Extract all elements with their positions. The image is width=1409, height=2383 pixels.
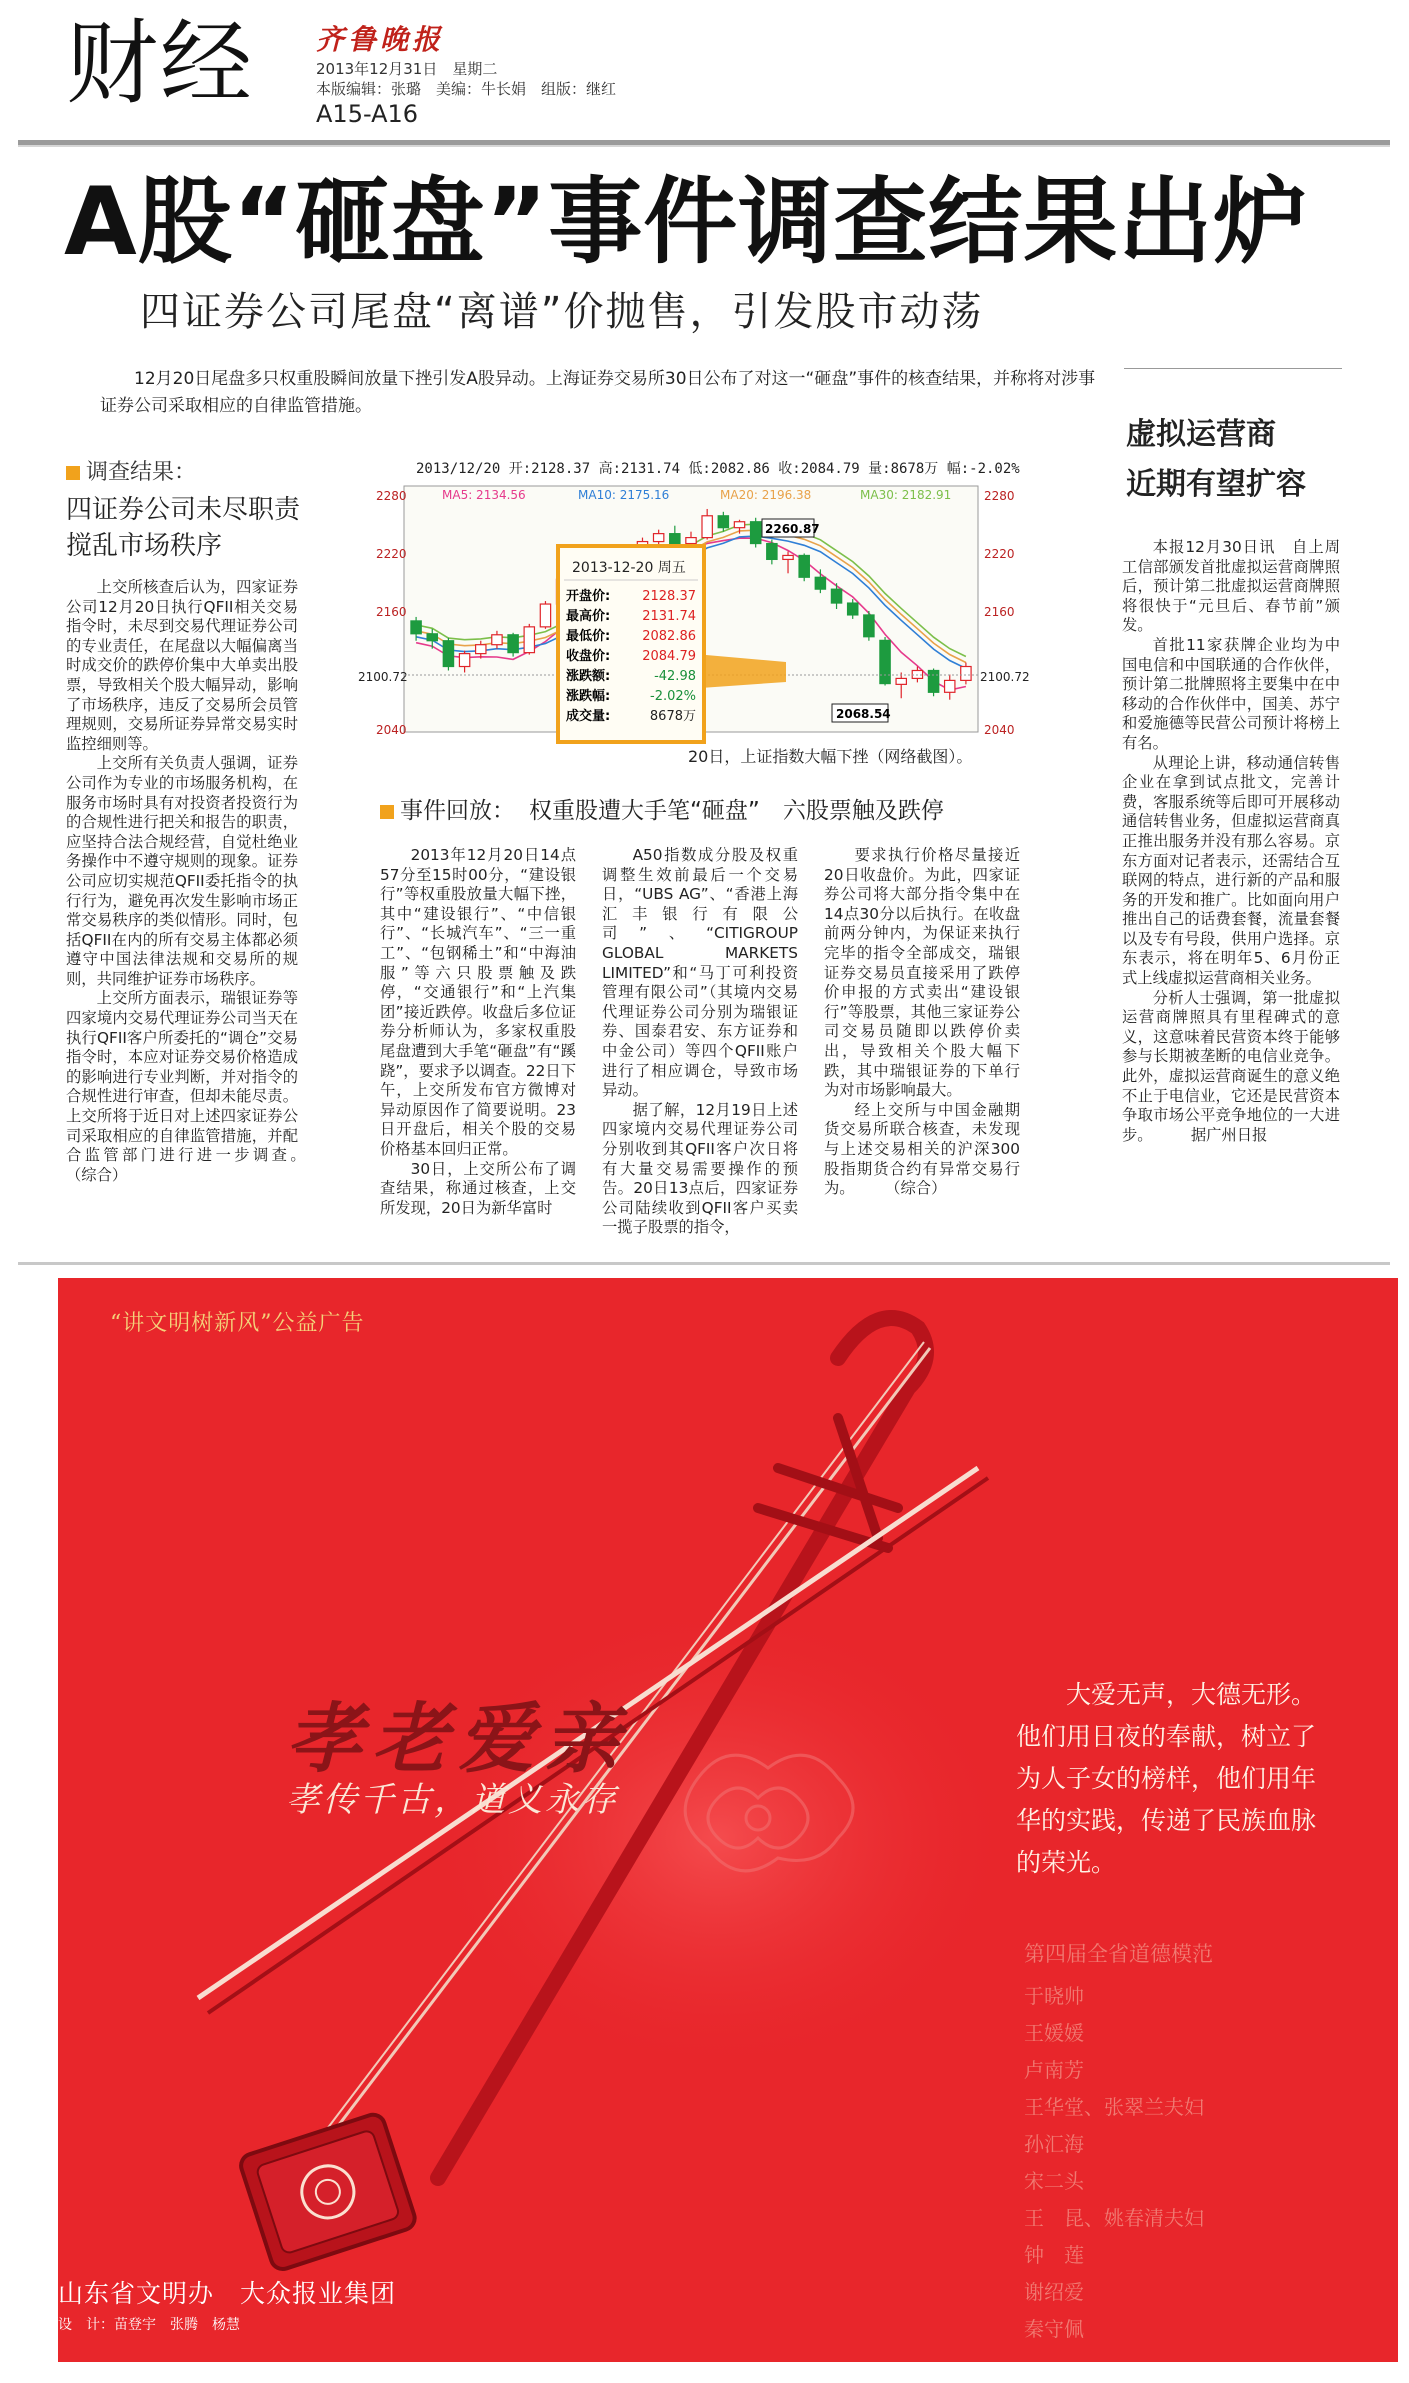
candle (928, 670, 938, 692)
high-marker (762, 519, 820, 537)
event-column-3 (824, 846, 1020, 1246)
tooltip-value: 2082.86 (642, 629, 696, 644)
ad-slogan: 孝老爱亲 (286, 1694, 630, 1783)
subheadline: 四证券公司尾盘“离谱”价抛售，引发股市动荡 (140, 289, 984, 335)
event-title: 权重股遭大手笔“砸盘” 六股票触及跌停 (529, 798, 944, 824)
staff-line: 本版编辑：张璐 美编：牛长娟 组版：继红 (316, 80, 617, 98)
candle (686, 538, 696, 544)
tooltip-label: 收盘价: (566, 649, 611, 664)
square-bullet-icon (380, 805, 394, 819)
honoree-name: 秦守佩 (1024, 2317, 1084, 2341)
ma-label: MA10: 2175.16 (578, 488, 670, 502)
ad-tag: “讲文明树新风”公益广告 (110, 1311, 365, 1336)
sidebar-divider (1124, 368, 1342, 369)
ad-designers: 设 计：苗登宇 张腾 杨慧 (58, 2317, 240, 2333)
y-tick-label: 2220 (376, 547, 407, 561)
header-divider (18, 140, 1390, 147)
ad-quote: 大爱无声，大德无形。他们用日夜的奉献，树立了为人子女的榜样，他们用年华的实践，传递了民族血脉的荣光。 (1016, 1680, 1317, 1877)
tooltip-label: 最低价: (566, 629, 611, 644)
tooltip-date: 2013-12-20 周五 (572, 560, 686, 576)
candle (459, 654, 469, 667)
honoree-name: 卢南芳 (1024, 2058, 1084, 2082)
candle (443, 641, 453, 667)
tooltip-value: -2.02% (650, 689, 696, 704)
tooltip-label: 涨跌额: (566, 669, 611, 684)
paragraph: A50指数成分股及权重调整生效前最后一个交易日，“UBS AG”、“香港上海汇丰银行有限公司”、“CITIGROUP GLOBAL MARKETS LIMITED”和“马丁可利投资管理有限公司”（其境内交易代理证券公司分别为瑞银证券、国泰君安、东方证券和中金公司）等四个QFII账户进行了相应调仓，导致市场异动。 (602, 846, 798, 1100)
candle (702, 516, 712, 538)
candle (751, 522, 761, 544)
paragraph: 首批11家获牌企业均为中国电信和中国联通的合作伙伴，预计第二批牌照将主要集中在中移动的合作伙伴中，国美、苏宁和爱施德等民营公司预计将榜上有名。 (1122, 635, 1340, 752)
event-heading (380, 792, 944, 825)
candle (524, 627, 534, 653)
paragraph: 2013年12月20日14点57分至15时00分，“建设银行”等权重股放量大幅下挫，其中“建设银行”、“中信银行”、“长城汽车”、“三一重工”、“包钢稀土”和“中海油服”等六只股票触及跌停，“交通银行”和“上汽集团”接近跌停。收盘后多位证券分析师认为，多家权重股尾盘遭到大手笔“砸盘”有“蹊跷”，要求予以调查。22日下午，上交所发布官方微博对异动原因作了简要说明。23日开盘后，相关个股的交易价格基本回归正常。 (380, 846, 576, 1158)
honoree-name: 宋二头 (1024, 2169, 1084, 2193)
candle (476, 645, 486, 654)
square-bullet-icon (66, 466, 80, 480)
ma-label: MA30: 2182.91 (860, 488, 952, 502)
honoree-name: 王华堂、张翠兰夫妇 (1024, 2095, 1204, 2119)
candle (427, 634, 437, 641)
y-tick-label: 2220 (984, 547, 1015, 561)
date-line: 2013年12月31日 星期二 (316, 60, 498, 78)
investigation-label: 调查结果： (66, 455, 196, 486)
honoree-name: 谢绍爱 (1024, 2280, 1084, 2304)
sidebar-title-line: 近期有望扩容 (1126, 467, 1306, 502)
event-label: 事件回放： (400, 798, 515, 824)
investigation-body (66, 578, 329, 1246)
low-marker-value: 2068.54 (836, 707, 891, 721)
honoree-name: 于晓帅 (1024, 1984, 1084, 2008)
honoree-name: 王媛媛 (1024, 2021, 1084, 2045)
sidebar-title (1126, 410, 1366, 510)
article-lead: 12月20日尾盘多只权重股瞬间放量下挫引发A股异动。上海证券交易所30日公布了对这一“砸盘”事件的核查结果，并称将对涉事证券公司采取相应的自律监管措施。 (100, 369, 1096, 416)
candle (540, 604, 550, 627)
candle (783, 555, 793, 559)
tooltip-label: 涨跌幅: (566, 689, 611, 704)
ma-label: MA5: 2134.56 (442, 488, 526, 502)
tooltip-value: 8678万 (649, 709, 696, 724)
tooltip-value: 2131.74 (642, 609, 696, 624)
y-tick-label: 2100.72 (358, 670, 408, 684)
candle (508, 635, 518, 653)
public-service-ad (58, 1278, 1398, 2362)
sidebar-title-line: 虚拟运营商 (1126, 417, 1276, 452)
paragraph: 上交所核查后认为，四家证券公司12月20日执行QFII相关交易指令时，未尽到交易代理证券公司的专业责任，在尾盘以大幅偏离当时成交价的跌停价集中大单卖出股票，导致相关个股大幅异动，影响了市场秩序，违反了交易所会员管理规则，交易所证券异常交易实时监控细则等。 (66, 578, 298, 753)
ad-subslogan: 孝传千古，道义永存 (286, 1780, 619, 1820)
honoree-list (1024, 1978, 1204, 2348)
candle (912, 670, 922, 678)
candlestick-chart (356, 454, 1030, 744)
tooltip-value: 2084.79 (642, 649, 696, 664)
candle (880, 640, 890, 683)
paragraph: 上交所方面表示，瑞银证券等四家境内交易代理证券公司当天在执行QFII客户所委托的“调仓”交易指令时，本应对证券交易价格造成的影响进行专业判断，并对指令的合规性进行审查，但却未能尽责。上交所将于近日对上述四家证券公司采取相应的自律监管措施，并配合监管部门进行进一步调查。 （综合） (66, 989, 329, 1184)
honoree-name: 王 昆、姚春清夫妇 (1024, 2206, 1204, 2230)
paragraph: 上交所有关负责人强调，证券公司作为专业的市场服务机构，在服务市场时具有对投资者投资行为的合规性进行把关和报告的职责，应坚持合法合规经营，自觉杜绝业务操作中不遵守规则的现象。证券公司应切实规范QFII委托指令的执行行为，避免再次发生影响市场正常交易秩序的类似情形。同时，包括QFII在内的所有交易主体都必须遵守中国法律法规和交易所的规则，共同维护证券市场秩序。 (66, 754, 298, 988)
candle (734, 522, 744, 528)
paragraph: 本报12月30日讯 自上周工信部颁发首批虚拟运营商牌照后，预计第二批虚拟运营商牌照将很快于“元旦后、春节前”颁发。 (1122, 538, 1340, 635)
candle (945, 680, 955, 692)
candle (492, 635, 502, 645)
y-tick-label: 2100.72 (980, 670, 1030, 684)
paragraph: 据了解，12月19日上述四家境内交易代理证券公司分别收到其QFII客户次日将有大量交易需要操作的预告。20日13点后，四家证券公司陆续收到QFII客户买卖一揽子股票的指令， (602, 1100, 798, 1237)
tooltip-value: -42.98 (654, 669, 696, 684)
candle (670, 534, 680, 544)
honoree-name: 钟 莲 (1024, 2243, 1084, 2267)
price-tooltip (558, 546, 704, 742)
tooltip-label: 成交量: (566, 709, 611, 724)
page-range: A15-A16 (316, 100, 419, 128)
event-column-1 (380, 846, 576, 1246)
candle (831, 589, 841, 603)
event-column-2 (602, 846, 798, 1246)
investigation-heading-1: 四证券公司未尽职责 (66, 495, 301, 525)
ma-label: MA20: 2196.38 (720, 488, 812, 502)
honoree-list-title: 第四届全省道德模范 (1024, 1942, 1213, 1966)
paragraph: 30日，上交所公布了调查结果，称通过核查，上交所发现，20日为新华富时 (380, 1159, 576, 1217)
paragraph: 要求执行价格尽量接近20日收盘价。为此，四家证券公司将大部分指令集中在14点30分以后执行。在收盘前两分钟内，为保证来执行完毕的指令全部成交，瑞银证券交易员直接采用了跌停价申报的方式卖出“建设银行”等股票，其他三家证券公司交易员随即以跌停价卖出，导致相关个股大幅下跌，其中瑞银证券的下单行为对市场影响最大。 (824, 846, 1020, 1100)
candle (864, 615, 874, 637)
section-divider (18, 1262, 1390, 1265)
candle (799, 555, 809, 577)
y-tick-label: 2160 (376, 605, 407, 619)
candle (815, 577, 825, 589)
tooltip-value: 2128.37 (642, 589, 696, 604)
high-marker-value: 2260.87 (765, 522, 820, 536)
candle (718, 516, 728, 528)
chart-caption: 20日，上证指数大幅下挫（网络截图）。 (688, 747, 973, 766)
y-tick-label: 2160 (984, 605, 1015, 619)
paragraph: 分析人士强调，第一批虚拟运营商牌照具有里程碑式的意义，这意味着民营资本终于能够参与长期被垄断的电信业竞争。此外，虚拟运营商诞生的意义绝不止于电信业，它还是民营资本争取市场公平竞争地位的一大进步。 据广州日报 (1122, 988, 1340, 1144)
candle (411, 621, 421, 634)
y-tick-label: 2280 (984, 489, 1015, 503)
erhu-body-icon (238, 2112, 418, 2272)
candle (848, 603, 858, 615)
y-tick-label: 2040 (984, 723, 1015, 737)
ohlc-line: 2013/12/20 开:2128.37 高:2131.74 低:2082.86 收:2084.79 量:8678万 幅:-2.02% (416, 461, 1020, 477)
paragraph: 从理论上讲，移动通信转售企业在拿到试点批文，完善计费，客服系统等后即可开展移动通信转售业务，但虚拟运营商真正推出服务并没有那么容易。京东方面对记者表示，还需结合互联网的特点，进行新的产品和服务的开发和推广。比如面向用户推出自己的话费套餐，流量套餐以及专有号段，供用户选择。京东表示，将在明年5、6月份正式上线虚拟运营商相关业务。 (1122, 753, 1340, 988)
sidebar-body (1122, 538, 1340, 1246)
y-tick-label: 2040 (376, 723, 407, 737)
honoree-name: 孙汇海 (1024, 2132, 1084, 2156)
candle (767, 544, 777, 560)
newspaper-logo: 齐鲁晚报 (316, 23, 445, 56)
headline: A股“砸盘”事件调查结果出炉 (64, 168, 1309, 277)
y-tick-label: 2280 (376, 489, 407, 503)
ad-organizers: 山东省文明办 大众报业集团 (58, 2279, 397, 2308)
tooltip-label: 开盘价: (566, 589, 611, 604)
stock-chart (356, 454, 1030, 764)
candle (961, 667, 971, 681)
candle (653, 534, 663, 542)
paragraph: 经上交所与中国金融期货交易所联合核查，未发现与上述交易相关的沪深300股指期货合约有异常交易行为。 （综合） (824, 1100, 1020, 1198)
investigation-heading-2: 搅乱市场秩序 (66, 531, 223, 561)
candle (896, 678, 906, 684)
low-marker (832, 704, 891, 722)
tooltip-label: 最高价: (566, 609, 611, 624)
section-title: 财经 (66, 10, 255, 117)
